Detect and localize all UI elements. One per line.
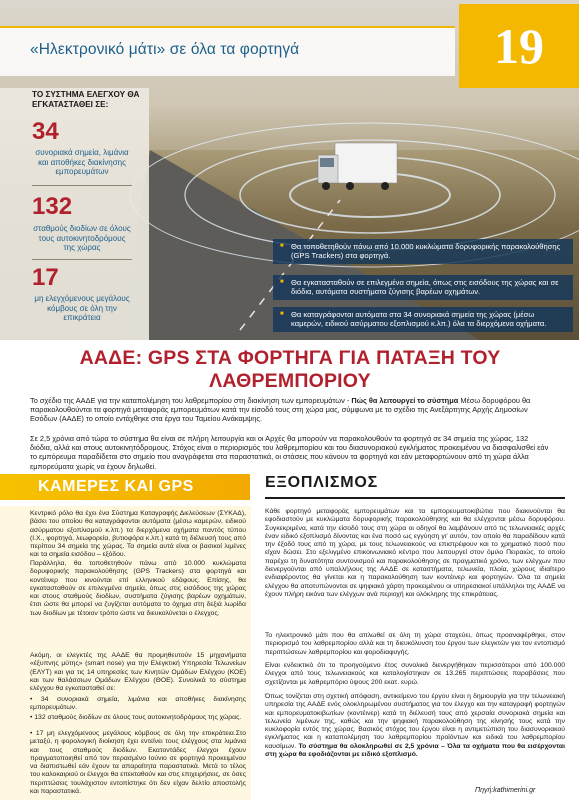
intro-bold: Πώς θα λειτουργεί το σύστημα <box>351 396 459 405</box>
intro-text: Το σχέδιο της ΑΑΔΕ για την καταπολέμηση του λαθρεμπορίου στη διακίνηση των εμπορευμάτων - <box>30 396 350 405</box>
header-banner <box>0 26 455 76</box>
stat-divider <box>32 259 132 260</box>
photo-bullet: ■ Θα καταγράφονται αυτόματα στα 34 συνοριακά σημεία της χώρας (μέσω καμερών, ειδικού ασύρματου εξοπλισμού κ.λπ.) όλα τα διερχόμενα οχήματα. <box>273 307 573 332</box>
stat-divider <box>32 185 132 186</box>
stat-text: συνοριακά σημεία, λιμάνια και αποθήκες διακίνησης εμπορευμάτων <box>35 148 129 177</box>
intro-rest: Μέσω δορυφόρου θα παρακολουθούνται τα φορτηγά μεταφοράς εμπορευμάτων κατά την είσοδό τους στη χώρα μας, σύμφωνα με το σχέδιο της Ανεξάρτητης Αρχής Δημοσίων Εσόδων (ΑΑΔΕ) το οποίο εντάχθηκε στα έργα του Ταμείου Ανάκαμψης. <box>30 396 531 424</box>
right-paragraph: Κάθε φορτηγό μεταφοράς εμπορευμάτων και τα εμπορευματοκιβώτια που διακινούνται θα εφοδιαστούν με κυκλώματα δορυφορικής παρακολούθησης και θα ελέγχονται μέσω δορυφόρου. Συγκεκριμένα, κατά την είσοδό τους στη χώρα οι οδηγοί θα λαμβάνουν από τις τελωνειακές αρχές έναν ειδικό εξοπλισμό δίνοντας και ένα ποσό ως εγγύηση γι' αυτόν, τον οποίο θα παραδίδουν κατά την έξοδό τους από τη χώρα, με τους τελωνειακούς να επιστρέφουν και το χρηματικό ποσό που είχαν δώσει. Στο εξελιγμένο επικοινωνιακό κέντρο που λειτουργεί στον όμιλο Πειραιώς, το οποίο παρέχει τη δυνατότητα συντονισμού και παρακολούθησης σε πραγματικό χρόνο, των ελέγχων που διενεργούνται από υπαλλήλους της ΑΑΔΕ σε καταστήματα, τελωνεία, πλοία, χώρους ιδιαίτερο ενδιαφέροντος θα γίνεται και η παρακολούθηση των κοντέινερ και φορτηγών. Όλα τα σημεία ελέγχου θα αποτυπώνονται σε ψηφιακό χάρτη προκειμένου οι υπηρεσιακοί υπάλληλοι της ΑΑΔΕ να έχουν πλήρη εικόνα των ελέγχων ανά περιοχή και ολόκληρης της επικράτειας. <box>265 508 565 598</box>
header-title: «Ηλεκτρονικό μάτι» σε όλα τα φορτηγά <box>30 41 300 58</box>
right-paragraph-bold: Το σύστημα θα ολοκληρωθεί σε 2,5 χρόνια – Όλα τα οχήματα που θα εισέρχονται στη χώρα θα εφοδιάζονται με ειδικό εξοπλισμό. <box>265 742 565 759</box>
section-header-cameras <box>0 474 250 500</box>
left-paragraph: • 132 σταθμούς διοδίων σε όλους τους αυτοκινητοδρόμους της χώρας. <box>30 714 242 721</box>
stat-number: 132 <box>32 193 73 220</box>
right-paragraph: Το ηλεκτρονικό μάτι που θα απλωθεί σε όλη τη χώρα στοχεύει, όπως προαναφέρθηκε, στον περιορισμό του λαθρεμπορίου αλλά και τη διευκόλυνση του έργου των ελεγκτών για τον εντοπισμό περιπτώσεων λαθρεμπορίου και φοροδιαφυγής. <box>265 632 565 656</box>
page-number-badge <box>459 4 579 88</box>
photo-bullet: ■ Θα τοποθετηθούν πάνω από 10.000 κυκλώματα δορυφορικής παρακολούθησης (GPS Trackers) στα φορτηγά. <box>273 239 573 264</box>
right-paragraph-text: Όπως τονίζεται στη σχετική απόφαση, αντικείμενο του έργου είναι η δημιουργία για την τελωνειακή υπηρεσία της ΑΑΔΕ ενός ολοκληρωμένου συστήματος για τον έλεγχο και την καταγραφή φορτηγών και εμπορευματοκιβωτίων (κοντέινερ) κατά τη διέλευσή τους από χερσαία συνοριακά σημεία και τελωνεία λιμένων της, καθώς και την ψηφιακή παρακολούθηση της κίνησής τους κατά την κυκλοφορία εντός της χώρας. Βασικός στόχος του έργου είναι η αντιμετώπιση του διασυνοριακού εγκλήματος και η καταπολέμηση του λαθρεμπορίου προϊόντων και ειδικά του λαθρεμπορίου καυσίμων. <box>265 693 565 750</box>
section-header-equipment: ΕΞΟΠΛΙΣΜΟΣ <box>265 474 379 491</box>
stat-text: μη ελεγχόμενους μεγάλους κόμβους σε όλη την επικράτεια <box>34 294 130 323</box>
left-paragraph: Παράλληλα, θα τοποθετηθούν πάνω από 10.000 κυκλώματα δορυφορικής παρακολούθησης (GPS Trackers) στα φορτηγά και κοντέινερ που κινούνται επί ελληνικού εδάφους. Επίσης, θα εγκατασταθούν σε επιλεγμένα σημεία, όπως στις εισόδους της χώρας και στους σταθμούς διοδίων, συστήματα ζύγισης βαρέων οχημάτων, έτσι ώστε θα μπορεί να ζυγίζεται αυτόματα το όχημα στη δεξιά λωρίδα των διοδίων με τέτοιον τρόπο ώστε να διευκολύνεται ο έλεγχος. <box>30 560 246 617</box>
stat-text: σταθμούς διοδίων σε όλους τους αυτοκινητοδρόμους της χώρας <box>33 224 131 253</box>
left-paragraph: Ακόμη, οι ελεγκτές της ΑΑΔΕ θα προμηθευτούν 15 μηχανήματα «έξυπνης μύτης» (smart nose) για την Ελεγκτική Υπηρεσία Τελωνείων (ΕΛΥΤ) και για τις 14 υπηρεσίες των Κινητών Ομάδων Ελέγχου (ΚΟΕ) και των θαλάσσιων Ομάδων Ελέγχου (ΘΟΕ). Συνολικά το σύστημα ελέγχου θα εγκατασταθεί σε: <box>30 652 246 693</box>
sidebar-heading: ΤΟ ΣΥΣΤΗΜΑ ΕΛΕΓΧΟΥ ΘΑ ΕΓΚΑΤΑΣΤΑΘΕΙ ΣΕ: <box>32 90 140 109</box>
left-paragraph: • 34 συνοριακά σημεία, λιμάνια και αποθήκες διακίνησης εμπορευμάτων. <box>30 696 246 712</box>
article-intro <box>30 396 550 424</box>
right-paragraph: Είναι ενδεικτικό ότι το προηγούμενο έτος συνολικά διενεργήθηκαν περισσότεροι από 100.000 έλεγχοι από τους τελωνειακούς και καταλογίστηκαν σε 13.265 περιπτώσεις παραβάσεις που σχετίζονται με λαθρεμπόριο ύψους 200 εκατ. ευρώ. <box>265 662 565 686</box>
section-title: ΚΑΜΕΡΕΣ ΚΑΙ GPS <box>38 478 194 495</box>
stat-number: 17 <box>32 264 59 291</box>
right-paragraph <box>265 693 565 759</box>
article-intro-2: Σε 2,5 χρόνια από τώρα το σύστημα θα είναι σε πλήρη λειτουργία και οι Αρχές θα μπορούν να παρακολουθούν τα φορτηγά σε 34 σημεία της χώρας, 132 διόδια, αλλά και στους αυτοκινητόδρομους. Στόχος είναι ο περιορισμός του λαθρεμπορίου και του διασυνοριακού εγκλήματος προκειμένου να διασφαλισθεί εάν το εμπόρευμα παραδίδεται στο σημείο που αναγράφεται στα παραστατικά, οι στάσεις που κάνουν τα φορτηγά και εάν μεταφορτώνουν από τη χώρα άλλα εμπορεύματα χωρίς να έχουν δηλωθεί. <box>30 434 549 471</box>
left-paragraph: Κεντρικό ρόλο θα έχει ένα Σύστημα Καταγραφής Διελεύσεων (ΣΥΚΑΔ), βάσει του οποίου θα καταγράφονται αυτόματα (μέσω καμερών, ειδικού ασύρματου εξοπλισμού κ.λπ.) τα διερχόμενα οχήματα παντός τύπου (Ι.Χ., φορτηγά, λεωφορεία, βυτιοφόρα κ.λπ.) κατά τη διέλευσή τους από περίπου 34 σημεία της χώρας. Τα σημεία αυτά είναι οι βασικοί λιμένες και τα σημεία εισόδου – εξόδου. <box>30 510 246 559</box>
stat-number: 34 <box>32 118 59 145</box>
source-credit: Πηγή:kathimerini.gr <box>475 787 536 794</box>
article-headline: ΑΑΔΕ: GPS ΣΤΑ ΦΟΡΤΗΓΑ ΓΙΑ ΠΑΤΑΞΗ ΤΟΥ ΛΑΘΡΕΜΠΟΡΙΟΥ <box>79 347 501 392</box>
photo-bullet: ■ Θα εγκατασταθούν σε επιλεγμένα σημεία, όπως στις εισόδους της χώρας και σε διόδια, αυτόματα συστήματα ζύγισης βαρέων οχημάτων. <box>273 275 573 300</box>
left-paragraph: • 17 μη ελεγχόμενους μεγάλους κόμβους σε όλη την επικράτεια.Στο μεταξύ, η φορολογική διοίκηση έχει εντείνει τους ελέγχους στα λιμάνια και τους σταθμούς διοδίων. Εκατοντάδες έλεγχοι έχουν πραγματοποιηθεί από τον περασμένο Ιούνιο σε φορτηγά προκειμένου να διαπιστωθεί εάν έχουν τα απαραίτητα παραστατικά. Μετά το τέλος του καλοκαιριού οι έλεγχοι θα επεκταθούν και στις επιχειρήσεις, σε όσες περιπτώσεις τουλάχιστον εντοπίστηκε ότι δεν είχαν δελτίο αποστολής και παραστατικά. <box>30 730 246 796</box>
section-rule <box>265 497 565 499</box>
page-number: 19 <box>494 18 544 74</box>
